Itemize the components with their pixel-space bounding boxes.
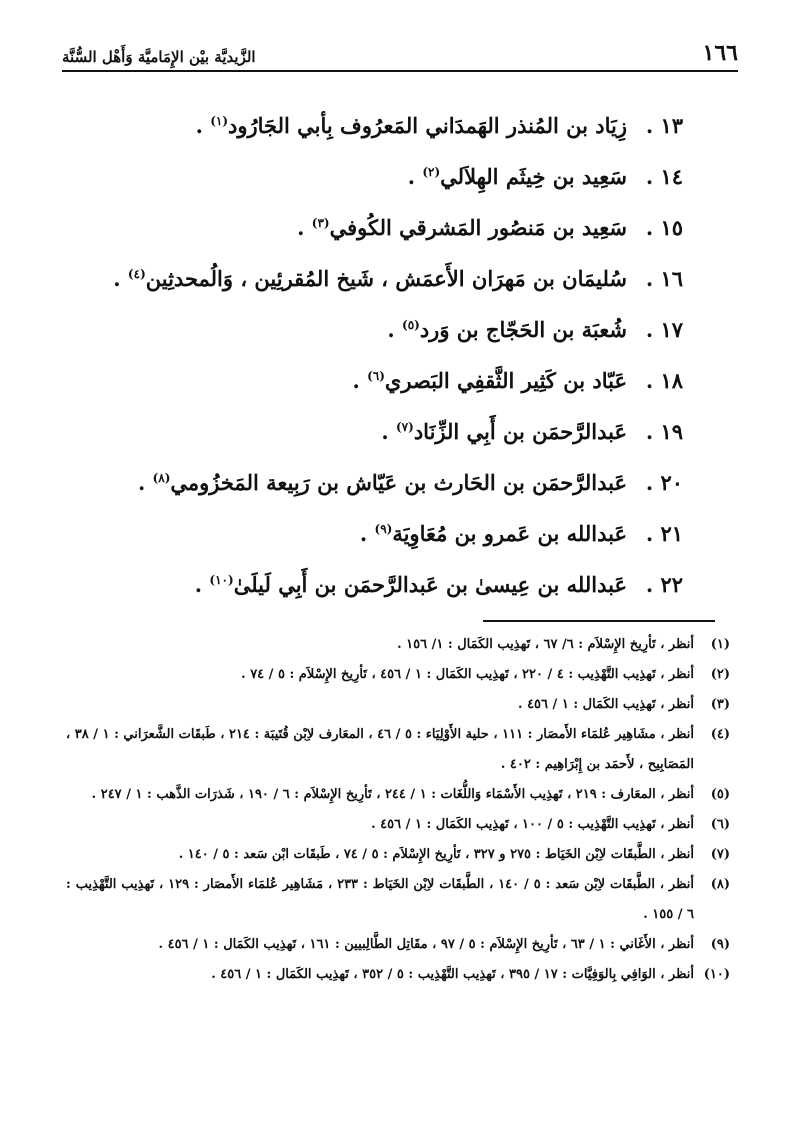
page-number: ١٦٦ [702,40,738,66]
footnote-text: أنظر ، الأَغَاني : ١ / ٦٣ ، تَأرِيخ الإِسْلاَم : ٥ / ٩٧ ، مقَاتِل الطَّالِبيين : ١٦١ ، تَهذِيب الكَمَال : ١ / ٤٥٦ . [158,937,694,952]
entry-text: زِيَاد بن المُنذر الهَمدَاني المَعرُوف بِأبي الجَارُود [228,113,627,138]
footnote-ref[interactable]: (٦) [367,369,385,383]
list-item [83,249,683,300]
footnote-ref[interactable]: (٨) [152,471,171,485]
entry-period: . [407,164,423,189]
header-rule [62,70,738,72]
footnote [66,720,730,780]
entry-period: . [352,368,368,393]
narrator-list [83,96,683,606]
footnote [66,690,730,720]
footnote-text: أنظر ، الوَافِي بِالوَفِيَّات : ١٧ / ٣٩٥ ، تَهذِيب التَّهْذِيب : ٥ / ٣٥٢ ، تَهذِيب الكَمَال : ١ / ٤٥٦ . [211,967,694,982]
footnote-number: (٩) [710,937,730,952]
footnote [66,840,730,870]
entry-text: عَبدالرَّحمَن بن أَبِي الزِّنَاد [413,419,627,444]
entry-period: . [137,470,153,495]
entry-text: سَعِيد بن مَنصُور المَشرقي الكُوفي [329,215,627,240]
entry-text: عَبدالله بن عِيسىٰ بن عَبدالرَّحمَن بن أَبِي لَيلَىٰ [233,572,627,597]
page-header [62,30,738,66]
footnote-number: (٤) [710,727,730,742]
list-item [83,147,683,198]
entry-period: . [381,419,396,444]
list-item [83,300,683,351]
footnote-number: (٧) [710,847,730,862]
footnote-text: أنظر ، مشَاهِير عُلمَاء الأَمصَار : ١١١ ، حلية الأَوْلِيَاء : ٥ / ٤٦ ، المعَارف لاِبْن قُتَيبَة : ٢١٤ ، طَبقَات الشَّعرَاني : ١ / ٣٨ ، المَصَابِيح ، لأَحمَد بن إِبْرَاهِيم : ٤٠٢ . [66,727,695,772]
entry-number: ٢١ . [645,521,683,546]
footnote [66,780,730,810]
footnote-separator [483,620,715,622]
entry-period: . [195,113,211,138]
list-item [83,96,683,147]
entry-number: ١٨ . [645,368,683,393]
footnote-number: (٢) [710,667,730,682]
footnote [66,630,730,660]
list-item [83,402,683,453]
footnote-number: (٥) [710,787,730,802]
list-item [83,504,683,555]
footnote-number: (٨) [710,877,730,892]
footnote-ref[interactable]: (١٠) [209,573,234,587]
entry-period: . [387,317,402,342]
entry-number: ١٦ . [645,266,683,291]
entry-period: . [113,266,128,291]
list-item [83,453,683,504]
footnote-number: (٦) [710,817,730,832]
footnote-ref[interactable]: (٢) [422,165,441,179]
footnote-text: أنظر ، تَأرِيخ الإِسْلاَم : ٦/ ٦٧ ، تَهذِيب الكَمَال : ١/ ١٥٦ . [397,637,694,652]
footnotes [66,630,730,990]
footnote-text: أنظر ، الطَّبقَات لاِبْن الخَيَاط : ٢٧٥ و ٣٢٧ ، تَأرِيخ الإِسْلاَم : ٥ / ٧٤ ، طَبقَات ابْن سَعد : ٥ / ١٤٠ . [178,847,694,862]
entry-text: عَبدالرَّحمَن بن الحَارث بن عَيّاش بن رَبِيعة المَخزُومي [170,470,627,495]
footnote-number: (١٠) [703,967,730,982]
list-item [83,351,683,402]
footnote-ref[interactable]: (٩) [374,522,393,536]
running-title: الزَّيديَّة بيْن الإِمَاميَّة وَأَهْل السُّنَّة [62,48,256,66]
footnote-text: أنظر ، تَهذِيب التَّهْذِيب : ٥ / ١٠٠ ، تَهذِيب الكَمَال : ١ / ٤٥٦ . [371,817,694,832]
entry-number: ١٥ . [645,215,683,240]
entry-text: عَبّاد بن كَثِير الثَّقفِي البَصري [384,368,627,393]
list-item [83,198,683,249]
footnote-text: أنظر ، تَهذِيب الكَمَال : ١ / ٤٥٦ . [518,697,694,712]
footnote [66,960,730,990]
entry-number: ٢٠ . [645,470,683,495]
entry-number: ١٤ . [645,164,683,189]
entry-text: شُعبَة بن الحَجّاج بن وَرد [419,317,627,342]
entry-number: ١٩ . [645,419,683,444]
entry-period: . [194,572,210,597]
footnote-ref[interactable]: (٥) [402,318,420,332]
list-item [83,555,683,606]
footnote-number: (١) [710,637,730,652]
footnote [66,930,730,960]
entry-number: ١٣ . [645,113,683,138]
footnote-ref[interactable]: (٤) [127,267,146,281]
footnote-number: (٣) [710,697,730,712]
entry-text: سَعِيد بن خِيثَم الهِلاَلي [440,164,627,189]
footnote-ref[interactable]: (١) [210,114,229,128]
entry-period: . [359,521,375,546]
entry-text: عَبدالله بن عَمرو بن مُعَاوِيَة [392,521,627,546]
entry-text: سُليمَان بن مَهرَان الأَعمَش ، شَيخ المُقرئِين ، وَالُمحدثِين [145,266,627,291]
entry-period: . [297,215,312,240]
entry-number: ٢٢ . [645,572,683,597]
footnote-text: أنظر ، الطَّبقَات لاِبْن سَعد : ٥ / ١٤٠ ، الطَّبقَات لاِبْن الخَيَاط : ٢٣٣ ، مَشَاهِير عُلمَاء الأَمصَار : ١٢٩ ، تَهذِيب التَّهْذِيب : ٦ / ١٥٥ . [66,877,694,922]
footnote [66,870,730,930]
footnote-text: أنظر ، المعَارف : ٢١٩ ، تَهذِيب الأَسْمَاء وَاللُّغَات : ١ / ٢٤٤ ، تَأرِيخ الإِسْلاَم : ٦ / ١٩٠ ، شَذرَات الذَّهب : ١ / ٢٤٧ . [91,787,694,802]
footnote [66,810,730,840]
entry-number: ١٧ . [645,317,683,342]
footnote [66,660,730,690]
footnote-text: أنظر ، تَهذِيب التَّهْذِيب : ٤ / ٢٢٠ ، تَهذِيب الكَمَال : ١ / ٤٥٦ ، تَأرِيخ الإِسْلاَم : ٥ / ٧٤ . [241,667,694,682]
footnote-ref[interactable]: (٧) [395,420,414,434]
footnote-ref[interactable]: (٣) [311,216,330,230]
